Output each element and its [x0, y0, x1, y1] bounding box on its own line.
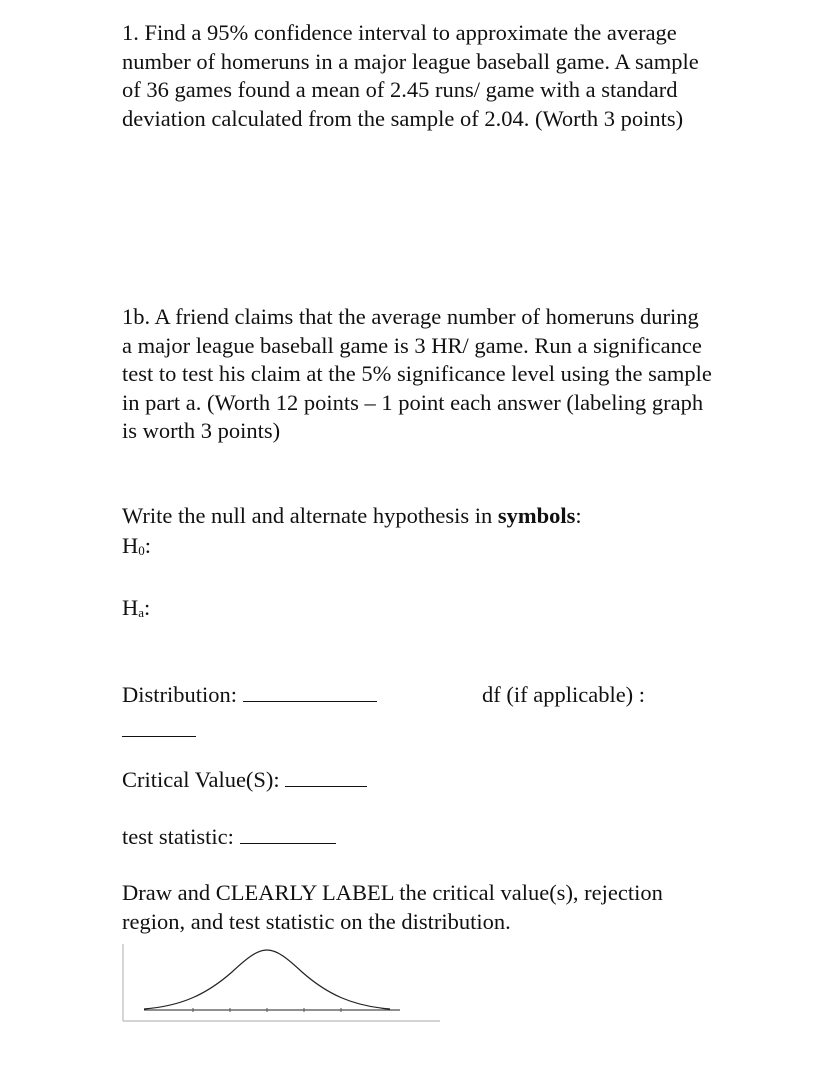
df-field — [482, 681, 645, 709]
test-statistic-answer-blank[interactable] — [240, 823, 336, 844]
null-hypothesis-subscript: 0 — [138, 543, 145, 558]
hypothesis-prompt — [122, 502, 722, 531]
distribution-label: Distribution: — [122, 682, 238, 707]
test-statistic-field — [122, 823, 336, 851]
null-hypothesis-colon: : — [144, 533, 152, 558]
distribution-field — [122, 681, 377, 709]
bell-curve — [144, 950, 390, 1009]
test-statistic-label: test statistic: — [122, 824, 234, 849]
normal-distribution-graph[interactable] — [122, 944, 442, 1024]
alternate-hypothesis-line — [122, 594, 150, 627]
critical-value-answer-blank[interactable] — [285, 766, 367, 787]
alternate-hypothesis-subscript: a — [138, 605, 145, 620]
question-1b-text: 1b. A friend claims that the average number of homeruns during a major league baseball game is 3 HR/ game. Run a significance test to test his claim at the 5% significance level using the sample in part a. (Worth 12 points – 1 point each answer (labeling graph is worth 3 points) — [122, 304, 712, 443]
critical-value-field — [122, 766, 367, 794]
alternate-hypothesis-letter: H — [122, 595, 139, 620]
distribution-answer-blank[interactable] — [243, 681, 377, 702]
hypothesis-prompt-start: Write the null and alternate hypothesis in — [122, 503, 498, 528]
critical-value-label: Critical Value(S): — [122, 767, 280, 792]
df-label: df (if applicable) : — [482, 682, 646, 707]
null-hypothesis-letter: H — [122, 533, 139, 558]
alternate-hypothesis-colon: : — [144, 595, 151, 620]
null-hypothesis-line — [122, 532, 151, 565]
draw-instruction-text: Draw and CLEARLY LABEL the critical value(s), rejection region, and test statistic on the distribution. — [122, 880, 663, 934]
hypothesis-prompt-end: : — [575, 503, 582, 528]
df-answer-blank[interactable] — [122, 716, 196, 737]
df-answer-blank-line — [122, 716, 196, 744]
question-1-text: 1. Find a 95% confidence interval to approximate the average number of homeruns in a major league baseball game. A sample of 36 games found a mean of 2.45 runs/ game with a standard deviation calculated from the sample of 2.04. (Worth 3 points) — [122, 20, 699, 131]
hypothesis-prompt-bold: symbols — [497, 503, 576, 528]
